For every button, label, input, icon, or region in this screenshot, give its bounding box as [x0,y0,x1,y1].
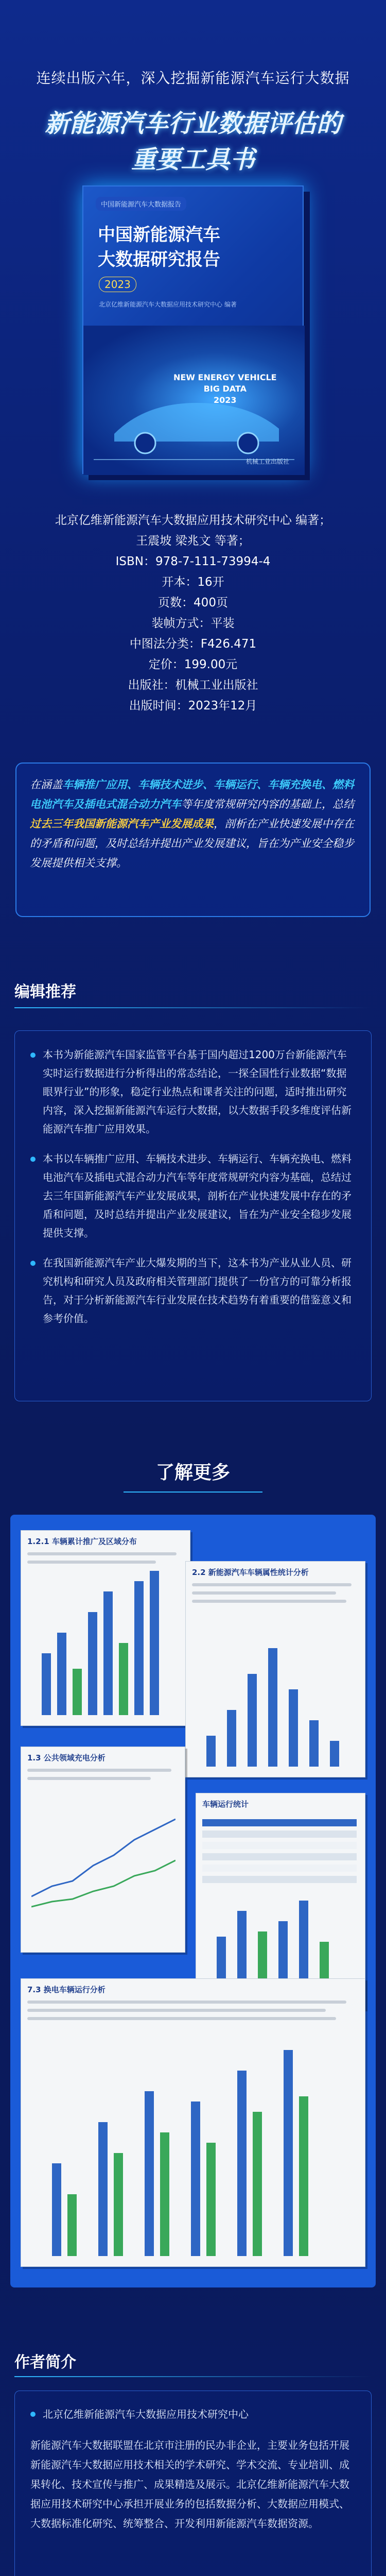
intro-part1: 在涵盖 [30,778,62,791]
sample-page-title: 2.2 新能源汽车车辆属性统计分析 [192,1568,309,1577]
chart-bar [114,2153,123,2256]
text-line [27,1769,171,1772]
recommend-text: 本书以车辆推广应用、车辆技术进步、车辆运行、车辆充换电、燃料电池汽车及插电式混合动力汽车等年度常规研究内容为基础，总结过去三年国新能源汽车产业发展成果，剖析在产业快速发展中存在的矛盾和问题，及时总结并提出产业发展建议，旨在为产业安全稳步发展提供支撑。 [43,1153,352,1239]
chart-bar [206,1736,216,1767]
info-publish-date: 出版时间：2023年12月 [129,699,257,713]
chart-bar [309,1720,319,1767]
recommend-item [30,1253,356,1328]
chart-bar [98,2122,108,2256]
sample-page-card [196,1793,365,2009]
chart-bar [227,1710,236,1767]
section-title-recommend: 编辑推荐 [14,983,76,1001]
chart-bar [330,1741,339,1767]
info-isbn: ISBN：978-7-111-73994-4 [115,555,271,568]
sample-page-card [21,1530,190,1726]
intro-text [30,775,356,873]
sample-page-title: 1.2.1 车辆累计推广及区域分布 [27,1537,137,1546]
section-divider-author [14,2376,372,2377]
chart-bar [191,2102,200,2256]
author-box [14,2391,372,2576]
text-line [27,2017,336,2020]
info-format: 开本：16开 [162,575,224,589]
chart-bar [119,1643,128,1715]
text-line [192,1600,346,1603]
author-description: 新能源汽车大数据联盟在北京市注册的民办非企业，主要业务包括开展新能源汽车大数据应用技术相关的学术研究、学术交流、专业培训、成果转化、技术宣传与推广、成果精选及展示。北京亿维新能源汽车大数据应用技术研究中心承担开展业务的包括数据分析、大数据应用模式、大数据标准化研究、统筹整合、开发利用新能源汽车数据资源。 [30,2439,349,2530]
chart-bar [268,1648,277,1767]
hero-title-line1: 新能源汽车行业数据评估的 [44,109,341,138]
text-line [27,1561,156,1564]
section-title-more: 了解更多 [155,1462,230,1483]
chart-bar [67,2194,77,2256]
recommend-item [30,1045,356,1138]
chart-bar [150,1571,159,1715]
chart-bar [206,2143,216,2256]
text-line [27,1777,151,1780]
chart-bar [42,1653,51,1715]
info-authors: 王震坡 梁兆文 等著； [136,534,250,548]
chart-bar [160,2132,169,2256]
chart-bar [284,2050,293,2256]
book-cover-title-line1: 中国新能源汽车 [98,225,220,245]
chart-bar [52,2163,61,2256]
chart-bar [248,1674,257,1767]
hero-title [0,106,386,178]
author-org: 北京亿维新能源汽车大数据应用技术研究中心 [43,2408,249,2420]
chart-bar [299,2096,308,2256]
intro-part2: 等年度常规研究内容的基础上，总结 [181,798,354,810]
sample-page-title: 1.3 公共领域充电分析 [27,1753,106,1762]
sample-page-title: 7.3 换电车辆运行分析 [27,1985,106,1994]
line-chart-illustration [31,1804,176,1917]
bullet-icon [30,1053,36,1058]
sample-page-card [21,1747,185,1953]
table-row [202,1876,357,1883]
info-pages: 页数：400页 [158,596,228,609]
intro-highlight1: 车辆推广应用、车辆技术进步、车辆运行、车辆充换电、燃料电池汽车及插电式混合动力汽车 [30,778,354,810]
sample-page-title: 车辆运行统计 [202,1800,249,1809]
info-classification: 中图法分类：F426.471 [129,637,257,651]
text-line [27,2009,326,2012]
book-cover-authors: 北京亿维新能源汽车大数据应用技术研究中心 编著 [99,301,237,308]
sample-page-card [185,1561,365,1777]
intro-highlight2: 过去三年我国新能源汽车产业发展成果 [30,818,214,830]
info-publisher: 出版社：机械工业出版社 [128,679,258,692]
author-item [30,2404,356,2424]
bullet-icon [30,2412,36,2417]
table-row [202,1865,357,1872]
book-series-badge: 中国新能源汽车大数据报告 [96,197,186,211]
table-row [202,1853,357,1860]
table-row [202,1842,357,1849]
info-binding: 装帧方式：平装 [151,617,235,630]
table-header-row [202,1819,357,1826]
book-cover [82,185,304,474]
book-info-list [0,510,386,716]
text-line [27,2001,346,2004]
recommend-text: 本书为新能源汽车国家监管平台基于国内超过1200万台新能源汽车实时运行数据进行分析得出的常态结论，一探全国性行业数据“数据眼界行业”的形象，稳定行业热点和课者关注的问题，适时推出研究内容，深入挖掘新能源汽车运行大数据，以大数据手段多维度评估新能源汽车推广应用效果。 [43,1048,352,1135]
book-cover-publisher: 机械工业出版社 [245,458,289,465]
hero-section [0,0,386,713]
chart-bar [88,1612,97,1715]
book-cover-english-title: NEW ENERGY VEHICLE BIG DATA 2023 [173,372,277,405]
info-price: 定价：199.00元 [148,658,238,671]
sample-page-card [21,1978,365,2267]
section-divider-more [124,1492,262,1493]
recommend-box [14,1030,372,1401]
text-line [192,1583,352,1586]
recommend-text: 在我国新能源汽车产业大爆发期的当下，这本书为产业从业人员、研究机构和研究人员及政府相关管理部门提供了一份官方的可靠分析报告，对于分析新能源汽车行业发展在技术趋势有着重要的借鉴意义和参考价值。 [43,1257,352,1325]
intro-summary-box [15,762,371,917]
chart-bar [134,1581,144,1715]
intro-part3: ，剖析在产业快速发展中存在的矛盾和问题，及时总结并提出产业发展建议，旨在为产业安全稳步发展提供相关支撑。 [30,818,354,869]
hero-tagline: 连续出版六年，深入挖掘新能源汽车运行大数据 [36,70,350,87]
bullet-icon [30,1157,36,1162]
chart-bar [103,1591,113,1715]
recommend-item [30,1149,356,1242]
chart-bar [57,1633,66,1715]
sample-pages-gallery [10,1515,376,2287]
section-divider-recommend [14,1007,372,1008]
chart-bar [237,2071,247,2256]
table-row [202,1831,357,1838]
book-cover-title-line2: 大数据研究报告 [98,249,220,270]
hero-title-line2: 重要工具书 [131,145,255,174]
text-line [27,1552,177,1555]
text-line [192,1591,336,1595]
chart-bar [73,1669,82,1715]
info-editor: 北京亿维新能源汽车大数据应用技术研究中心 编著； [55,514,331,527]
chart-bar [253,2112,262,2256]
bullet-icon [30,1261,36,1266]
section-title-author: 作者简介 [14,2353,76,2371]
book-cover-title [98,223,220,272]
chart-bar [145,2091,154,2256]
book-year-badge: 2023 [99,277,136,292]
chart-bar [289,1689,298,1767]
